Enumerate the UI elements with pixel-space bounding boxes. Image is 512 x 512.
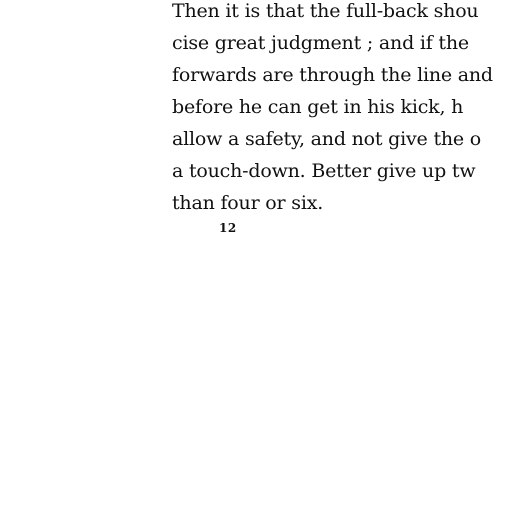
text-line: Then it is that the full-back shou <box>172 0 479 22</box>
signature-mark: 12 <box>219 221 237 235</box>
paragraph <box>172 0 512 219</box>
text-line: forwards are through the line and <box>172 64 493 86</box>
text-line: than four or six. <box>172 192 324 214</box>
text-line: allow a safety, and not give the o <box>172 128 482 150</box>
text-line: cise great judgment ; and if the <box>172 32 469 54</box>
text-line: a touch-down. Better give up tw <box>172 160 476 182</box>
text-line: before he can get in his kick, h <box>172 96 464 118</box>
